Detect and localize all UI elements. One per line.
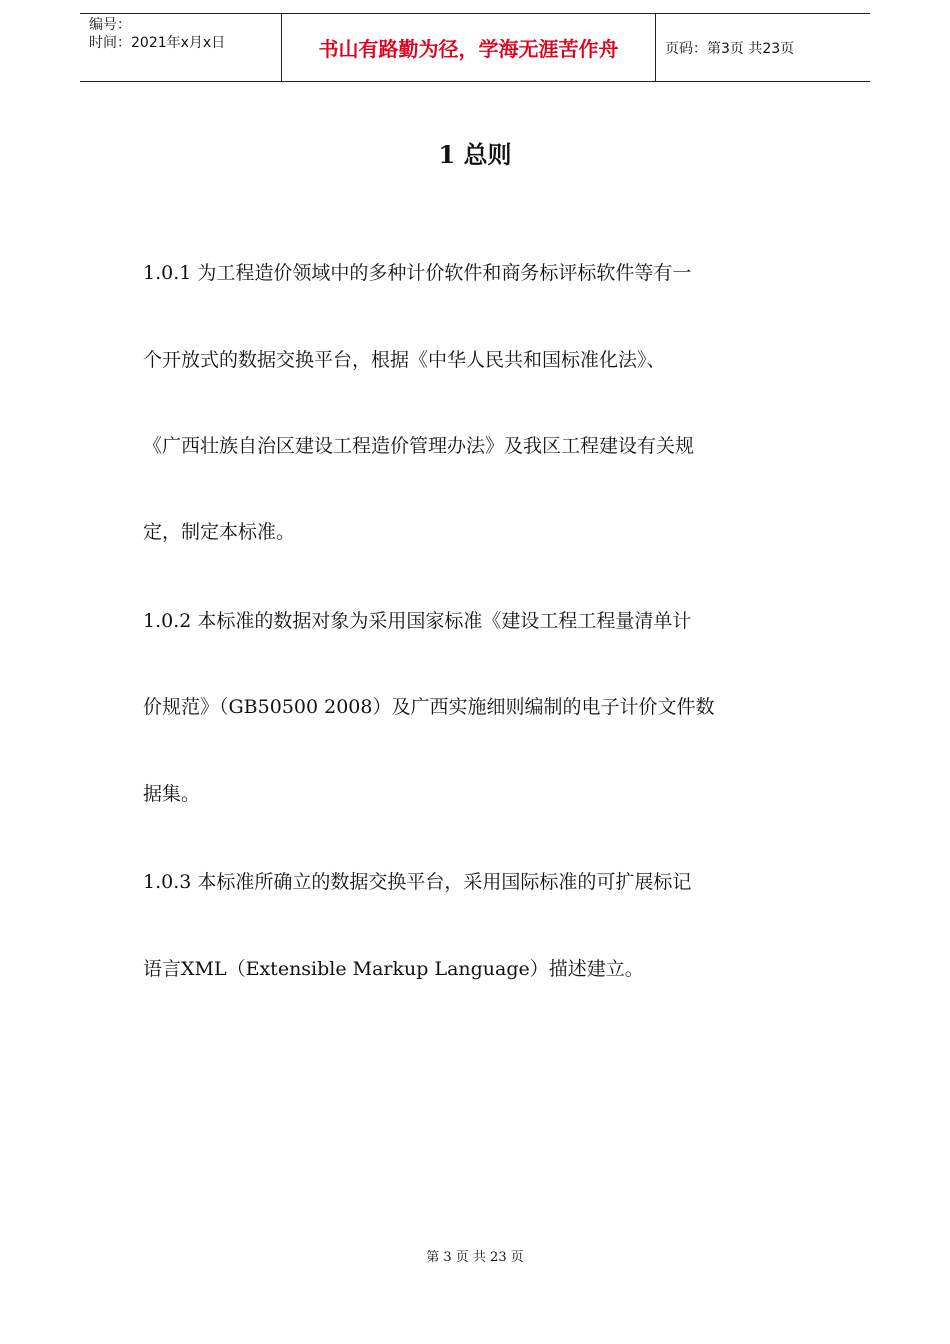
number-label: 编号：: [89, 17, 131, 33]
body-line: 个开放式的数据交换平台，根据《中华人民共和国标准化法》、: [143, 349, 666, 371]
section-title: 1 总则: [438, 140, 512, 169]
body-line: 1.0.2 本标准的数据对象为采用国家标准《建设工程工程量清单计: [143, 610, 692, 632]
body-line: 1.0.1 为工程造价领域中的多种计价软件和商务标评标软件等有一: [143, 262, 692, 284]
body-line: 定，制定本标准。: [143, 521, 296, 543]
page-header: [80, 13, 870, 82]
header-motto-cell: [281, 14, 656, 81]
time-label: 时间：2021年x月x日: [89, 35, 226, 51]
header-meta: [80, 14, 281, 81]
body-line: 1.0.3 本标准所确立的数据交换平台，采用国际标准的可扩展标记: [143, 871, 692, 893]
body-line: 价规范》（GB50500 2008）及广西实施细则编制的电子计价文件数: [143, 696, 715, 718]
body-line: 《广西壮族自治区建设工程造价管理办法》及我区工程建设有关规: [143, 435, 695, 457]
body-line: 语言XML（Extensible Markup Language）描述建立。: [143, 958, 644, 980]
motto-text: 书山有路勤为径，学海无涯苦作舟: [318, 37, 619, 61]
body-line: 据集。: [143, 783, 201, 805]
header-page-info: 页码：第3页 共23页: [665, 40, 795, 57]
page-footer: 第 3 页 共 23 页: [426, 1250, 524, 1265]
